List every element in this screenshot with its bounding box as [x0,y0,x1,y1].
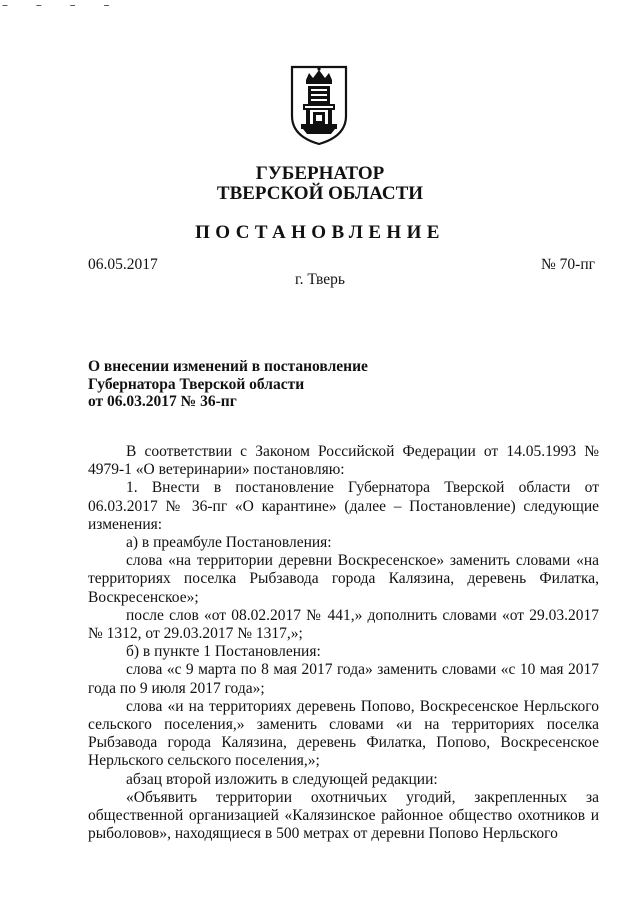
subject-line-2: Губернатора Тверской области [88,375,305,393]
document-subject [88,358,368,411]
scan-corner-marks: – – – – [2,0,122,12]
body-paragraph: абзац второй изложить в следующей редакции: [126,770,438,788]
subject-line-1: О внесении изменений в постановление [88,358,368,375]
body-paragraph-sub-a: а) в преамбуле Постановления: [126,534,332,552]
body-paragraph: «Объявить территории охотничьих угодий, закрепленных за общественной организацией «Калязинское районное общество охотников и рыболовов», находящиеся в 500 метрах от деревни Попово Нерльского [88,788,599,843]
subject-line-3: от 06.03.2017 № 36-пг [88,393,237,410]
document-number: № 70-пг [541,256,595,273]
body-paragraph-sub-b: б) в пункте 1 Постановления: [126,643,321,661]
body-paragraph-preamble: В соответствии с Законом Российской Федерации от 14.05.1993 № 4979-1 «О ветеринарии» постановляю: [88,443,599,479]
body-paragraph: после слов «от 08.02.2017 № 441,» дополнить словами «от 29.03.2017 № 1312, от 29.03.2017 № 1317,»; [88,606,599,643]
issuer-title-line-2: ТВЕРСКОЙ ОБЛАСТИ [216,183,424,204]
document-type-heading: ПОСТАНОВЛЕНИЕ [195,222,445,243]
body-paragraph: слова «и на территориях деревень Попово, Воскресенское Нерльского сельского поселения,» заменить словами «и на территориях поселка Рыбзавода города Калязина, деревень Филатка, Попово, Воскресенское Нерльского сельского поселения,»; [88,697,599,770]
body-paragraph: слова «с 9 марта по 8 мая 2017 года» заменить словами «с 10 мая 2017 года по 9 июля 2017 года»; [88,661,599,697]
body-paragraph: слова «на территории деревни Воскресенское» заменить словами «на территориях поселка Рыбзавода города Калязина, деревень Филатка, Воскресенское»; [88,552,599,606]
document-body [88,443,599,843]
document-date: 06.05.2017 [88,256,158,273]
issuer-title-line-1: ГУБЕРНАТОР [255,163,385,184]
document-city: г. Тверь [295,271,345,288]
tver-coat-of-arms-icon [289,64,349,146]
body-paragraph-item-1: 1. Внести в постановление Губернатора Тверской области от 06.03.2017 № 36-пг «О карантине» (далее – Постановление) следующие изменения: [88,479,599,533]
